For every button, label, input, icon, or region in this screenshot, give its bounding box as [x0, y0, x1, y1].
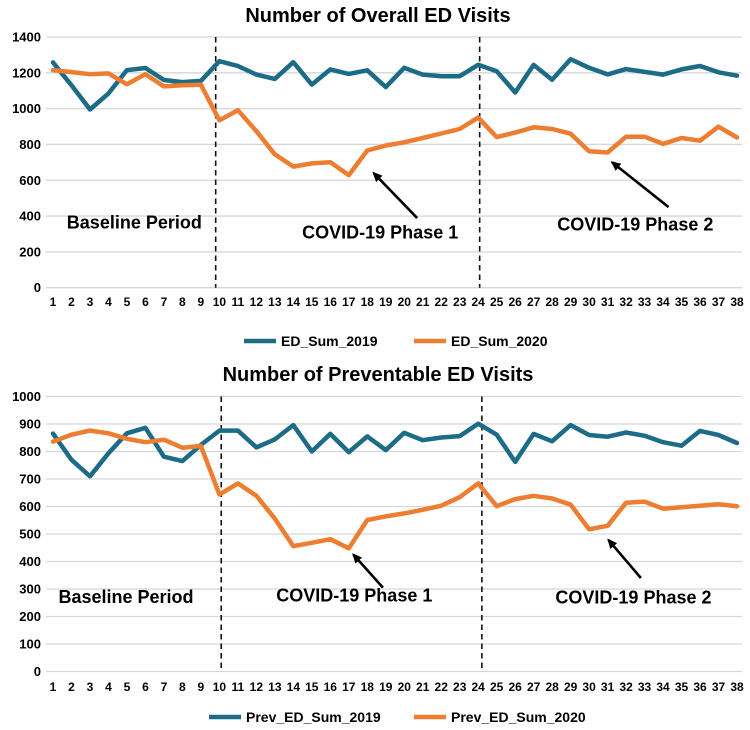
overall-chart-legend — [244, 333, 548, 349]
y-tick-label: 0 — [33, 664, 41, 679]
x-tick-label: 29 — [563, 680, 578, 694]
legend-label-prev-ed-sum-2020: Prev_ED_Sum_2020 — [451, 709, 586, 725]
x-tick-label: 25 — [489, 295, 504, 309]
y-tick-label: 1400 — [12, 29, 41, 45]
x-tick-label: 23 — [453, 680, 467, 694]
y-tick-label: 100 — [19, 636, 41, 652]
x-tick-label: 29 — [563, 295, 578, 309]
x-tick-label: 2 — [68, 680, 75, 694]
x-tick-label: 5 — [123, 680, 131, 694]
x-tick-label: 27 — [526, 295, 541, 309]
x-tick-label: 1 — [49, 295, 57, 309]
y-tick-label: 700 — [19, 471, 41, 487]
y-tick-label: 200 — [19, 244, 41, 260]
x-tick-label: 22 — [434, 680, 448, 694]
x-tick-label: 19 — [379, 295, 393, 309]
x-tick-label: 4 — [105, 680, 112, 694]
x-tick-label: 3 — [86, 680, 94, 694]
y-tick-label: 1000 — [12, 101, 41, 117]
y-tick-label: 400 — [19, 554, 41, 569]
annotation-label: COVID-19 Phase 1 — [302, 222, 459, 243]
x-tick-label: 24 — [471, 680, 485, 694]
x-tick-label: 2 — [68, 295, 75, 309]
x-tick-label: 31 — [600, 680, 615, 694]
y-tick-label: 500 — [19, 526, 41, 542]
x-tick-label: 16 — [323, 295, 337, 309]
x-tick-label: 17 — [342, 680, 356, 694]
x-tick-label: 31 — [600, 295, 615, 309]
x-tick-label: 37 — [711, 295, 726, 309]
y-axis-labels — [12, 30, 41, 296]
x-tick-label: 14 — [286, 295, 301, 309]
x-tick-label: 32 — [619, 295, 633, 309]
x-tick-label: 11 — [231, 295, 245, 309]
x-tick-label: 10 — [212, 680, 227, 694]
x-tick-label: 20 — [397, 295, 411, 309]
x-tick-label: 6 — [142, 295, 149, 309]
y-tick-label: 200 — [19, 609, 41, 624]
series-line-ED_Sum_2019 — [53, 59, 737, 109]
x-tick-label: 13 — [268, 680, 282, 694]
x-tick-label: 16 — [323, 680, 337, 694]
x-tick-label: 3 — [86, 295, 94, 309]
annotation-label: Baseline Period — [66, 212, 202, 233]
x-axis-labels — [50, 680, 744, 694]
x-tick-label: 21 — [416, 680, 430, 694]
y-tick-label: 400 — [19, 208, 41, 224]
y-tick-label: 600 — [19, 499, 41, 514]
legend-label-ed-sum-2019: ED_Sum_2019 — [281, 333, 378, 349]
overall-chart-plot — [12, 30, 744, 310]
x-tick-label: 36 — [693, 295, 707, 309]
x-tick-label: 23 — [453, 295, 467, 309]
x-tick-label: 35 — [674, 295, 689, 309]
x-tick-label: 12 — [249, 680, 264, 694]
x-tick-label: 13 — [268, 295, 282, 309]
y-tick-label: 0 — [33, 280, 41, 296]
y-tick-label: 800 — [19, 136, 41, 152]
legend-label-ed-sum-2020: ED_Sum_2020 — [451, 333, 548, 349]
x-tick-label: 9 — [197, 680, 205, 694]
preventable-chart-title: Number of Preventable ED Visits — [222, 364, 534, 386]
y-tick-label: 300 — [19, 581, 41, 597]
annotation-label: Baseline Period — [58, 586, 194, 607]
x-tick-label: 38 — [730, 680, 744, 694]
x-tick-label: 5 — [123, 295, 131, 309]
preventable-chart-legend — [209, 709, 586, 725]
x-tick-label: 35 — [674, 680, 689, 694]
x-tick-label: 14 — [286, 680, 301, 694]
gridlines — [46, 37, 742, 288]
annotation-label: COVID-19 Phase 2 — [555, 587, 712, 608]
x-tick-label: 15 — [305, 680, 319, 694]
annotation-label: COVID-19 Phase 1 — [276, 585, 433, 606]
series-line-ED_Sum_2020 — [53, 70, 737, 175]
x-tick-label: 7 — [160, 295, 168, 309]
y-tick-label: 1200 — [12, 65, 41, 81]
x-tick-label: 32 — [619, 680, 633, 694]
x-tick-label: 8 — [179, 295, 186, 309]
x-tick-label: 12 — [249, 295, 264, 309]
x-tick-label: 30 — [582, 295, 596, 309]
x-tick-label: 4 — [105, 295, 112, 309]
x-tick-label: 7 — [160, 680, 168, 694]
x-tick-label: 1 — [49, 680, 57, 694]
x-tick-label: 9 — [197, 295, 205, 309]
x-tick-label: 22 — [434, 295, 448, 309]
x-tick-label: 6 — [142, 680, 149, 694]
overall-chart-title: Number of Overall ED Visits — [245, 5, 511, 27]
x-tick-label: 17 — [342, 295, 356, 309]
y-axis-labels — [12, 389, 41, 679]
preventable-ed-chart-svg — [0, 358, 750, 730]
preventable-chart-plot — [12, 389, 744, 694]
x-tick-label: 37 — [711, 680, 726, 694]
preventable-ed-chart — [0, 358, 750, 730]
x-tick-label: 38 — [730, 295, 744, 309]
x-tick-label: 34 — [656, 295, 670, 309]
x-tick-label: 25 — [489, 680, 504, 694]
x-tick-label: 19 — [379, 680, 393, 694]
x-tick-label: 8 — [179, 680, 186, 694]
annotation-arrow — [609, 540, 641, 578]
x-tick-label: 11 — [231, 680, 245, 694]
x-tick-label: 21 — [416, 295, 430, 309]
x-tick-label: 28 — [545, 295, 559, 309]
x-tick-label: 26 — [508, 295, 522, 309]
x-tick-label: 18 — [360, 680, 374, 694]
x-tick-label: 10 — [212, 295, 227, 309]
x-tick-label: 28 — [545, 680, 559, 694]
x-tick-label: 20 — [397, 680, 411, 694]
annotation-arrow — [612, 162, 668, 207]
x-tick-label: 30 — [582, 680, 596, 694]
x-tick-label: 24 — [471, 295, 485, 309]
y-tick-label: 900 — [19, 416, 41, 432]
series-line-Prev_ED_Sum_2020 — [53, 431, 737, 549]
annotation-arrow — [353, 555, 383, 588]
legend-label-prev-ed-sum-2019: Prev_ED_Sum_2019 — [246, 709, 381, 725]
x-tick-label: 18 — [360, 295, 374, 309]
x-tick-label: 27 — [526, 680, 541, 694]
overall-ed-chart — [0, 0, 750, 358]
y-tick-label: 1000 — [12, 389, 41, 404]
annotation-label: COVID-19 Phase 2 — [557, 214, 714, 235]
overall-ed-chart-svg — [0, 0, 750, 358]
x-tick-label: 26 — [508, 680, 522, 694]
x-tick-label: 15 — [305, 295, 319, 309]
x-tick-label: 36 — [693, 680, 707, 694]
x-axis-labels — [50, 295, 744, 309]
x-tick-label: 34 — [656, 680, 670, 694]
y-tick-label: 800 — [19, 444, 41, 459]
y-tick-label: 600 — [19, 172, 41, 188]
x-tick-label: 33 — [637, 680, 652, 694]
series-line-Prev_ED_Sum_2019 — [53, 424, 737, 477]
x-tick-label: 33 — [637, 295, 652, 309]
